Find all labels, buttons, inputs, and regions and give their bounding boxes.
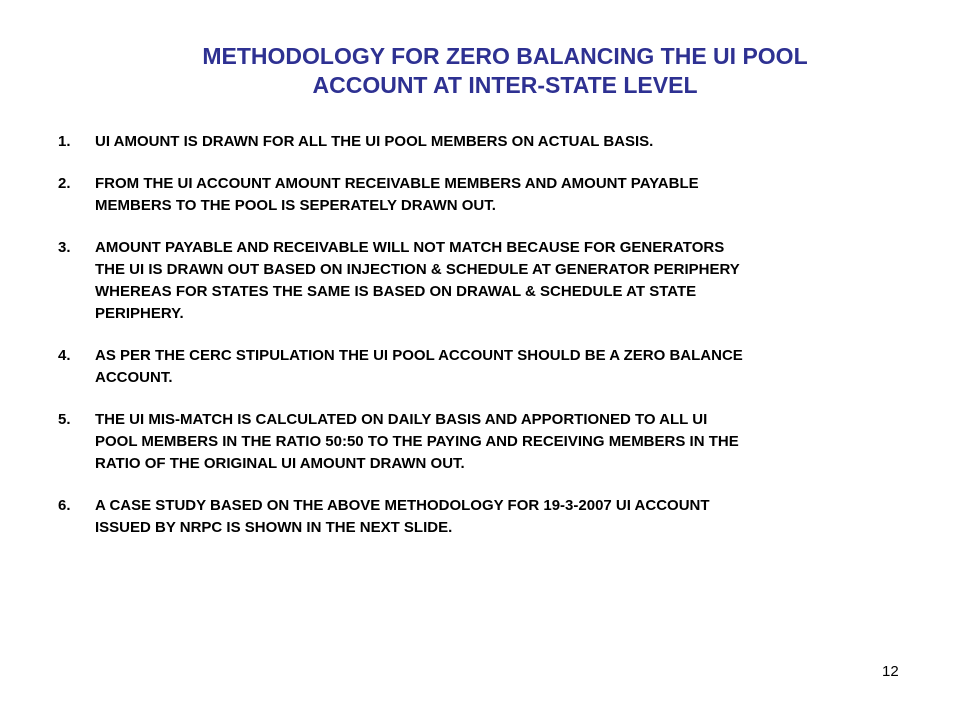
item-text	[95, 345, 928, 389]
item-number: 2.	[58, 175, 71, 192]
item-text	[95, 495, 928, 539]
item-text	[95, 237, 928, 325]
list-item	[58, 131, 928, 153]
item-number: 1.	[58, 133, 71, 150]
item-text	[95, 409, 928, 475]
title-line: ACCOUNT AT INTER-STATE LEVEL	[312, 72, 698, 98]
item-line: A CASE STUDY BASED ON THE ABOVE METHODOLOGY FOR 19-3-2007 UI ACCOUNT	[95, 497, 710, 514]
list-item	[58, 345, 928, 389]
item-line: AS PER THE CERC STIPULATION THE UI POOL ACCOUNT SHOULD BE A ZERO BALANCE	[95, 347, 743, 364]
item-line: THE UI MIS-MATCH IS CALCULATED ON DAILY BASIS AND APPORTIONED TO ALL UI	[95, 411, 708, 428]
item-line: THE UI IS DRAWN OUT BASED ON INJECTION & SCHEDULE AT GENERATOR PERIPHERY	[95, 261, 740, 278]
item-number: 3.	[58, 239, 71, 256]
item-line: UI AMOUNT IS DRAWN FOR ALL THE UI POOL MEMBERS ON ACTUAL BASIS.	[95, 133, 654, 150]
item-line: FROM THE UI ACCOUNT AMOUNT RECEIVABLE MEMBERS AND AMOUNT PAYABLE	[95, 175, 699, 192]
item-number: 6.	[58, 497, 71, 514]
item-line: RATIO OF THE ORIGINAL UI AMOUNT DRAWN OUT.	[95, 455, 465, 472]
list-item	[58, 237, 928, 325]
item-line: PERIPHERY.	[95, 305, 184, 322]
item-line: POOL MEMBERS IN THE RATIO 50:50 TO THE PAYING AND RECEIVING MEMBERS IN THE	[95, 433, 739, 450]
item-line: MEMBERS TO THE POOL IS SEPERATELY DRAWN OUT.	[95, 197, 496, 214]
item-text	[95, 131, 928, 153]
item-number: 5.	[58, 411, 71, 428]
item-number: 4.	[58, 347, 71, 364]
title-line: METHODOLOGY FOR ZERO BALANCING THE UI POOL	[202, 43, 808, 69]
list-item	[58, 173, 928, 217]
list-item	[58, 495, 928, 539]
item-line: WHEREAS FOR STATES THE SAME IS BASED ON DRAWAL & SCHEDULE AT STATE	[95, 283, 697, 300]
item-line: AMOUNT PAYABLE AND RECEIVABLE WILL NOT MATCH BECAUSE FOR GENERATORS	[95, 239, 725, 256]
slide-title	[60, 42, 950, 100]
item-line: ACCOUNT.	[95, 369, 173, 386]
item-line: ISSUED BY NRPC IS SHOWN IN THE NEXT SLIDE.	[95, 519, 453, 536]
list-item	[58, 409, 928, 475]
methodology-list	[58, 131, 928, 559]
page-number: 12	[882, 663, 899, 680]
item-text	[95, 173, 928, 217]
